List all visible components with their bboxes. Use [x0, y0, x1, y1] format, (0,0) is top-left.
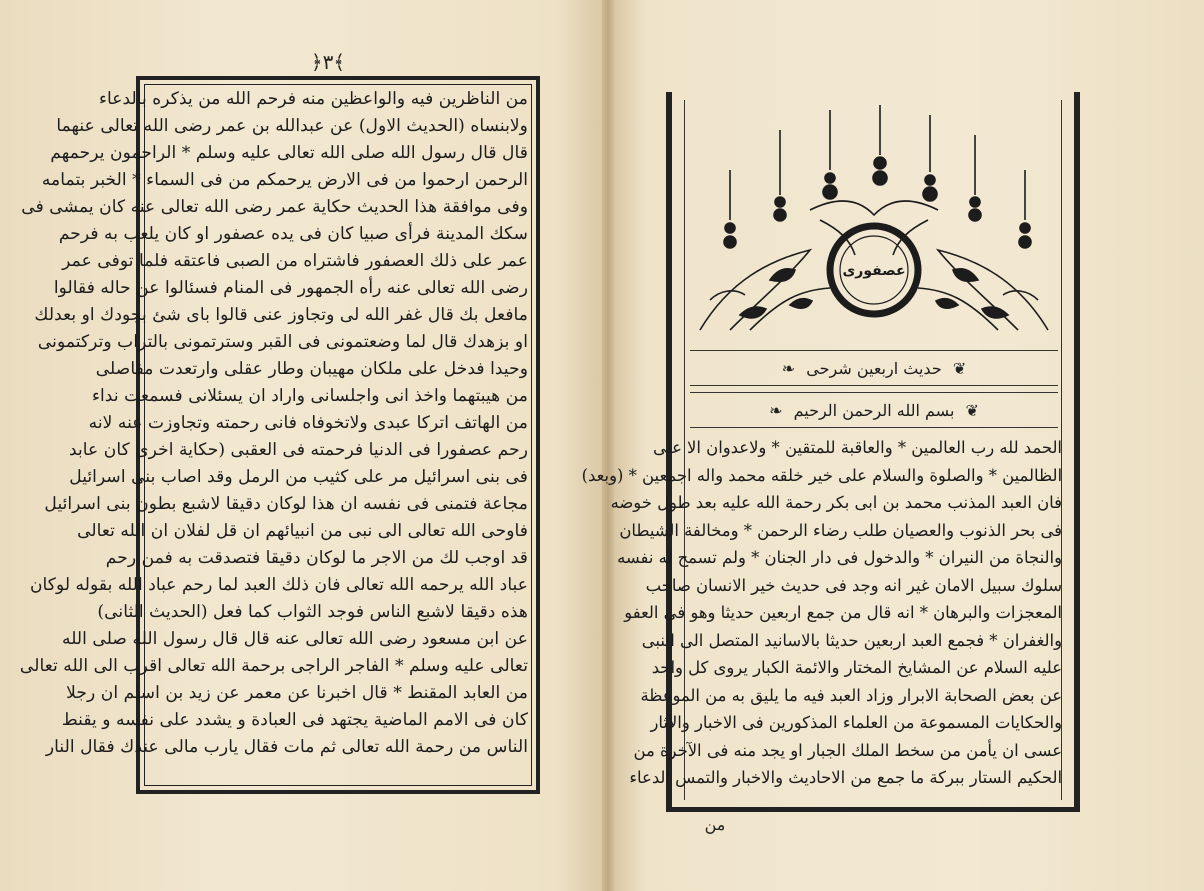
catchword: من — [704, 815, 726, 834]
scroll-ornament-icon: ❦ — [965, 401, 979, 420]
text-line: الحكيم الستار ببركة ما جمع من الاحاديث والاخبار والتمس الدعاء — [629, 768, 1062, 787]
text-line: قد اوجب لك من الاجر ما لوكان دقيقا فتصدقت به فمن رحم — [105, 548, 528, 568]
text-line: فى بحر الذنوب والعصيان طلب رضاء الرحمن * ومخالفة الشيطان — [619, 520, 1062, 540]
text-line: سكك المدينة فرأى صبيا كان فى يده عصفور او كان يلعب به فرحم — [58, 224, 528, 244]
basmala-heading — [690, 392, 1058, 428]
page-number: ﴿٣﴾ — [310, 50, 346, 74]
text-line: الناس من رحمة الله تعالى ثم مات فقال يارب مالى عندك فقال النار — [45, 737, 528, 757]
text-line: والحكايات المسموعة من العلماء المذكورين فى الاخبار والآثار — [650, 713, 1062, 732]
ornament-label: عصفورى — [842, 263, 906, 279]
floral-ornament — [690, 100, 1058, 340]
text-line: رضى الله تعالى عنه رأه الجمهور فى المنام فسئالوا عن حاله فقالوا — [53, 278, 528, 298]
scroll-ornament-icon: ❧ — [769, 401, 783, 420]
text-line: عليه السلام عن المشايخ المختار والائمة الكبار يروى كل واحد — [651, 658, 1062, 677]
text-line: الظالمين * والصلوة والسلام على خير خلقه محمد واله اجمعين * (وبعد) — [581, 465, 1062, 485]
text-line: ولابنساه (الحديث الاول) عن عبدالله بن عمر رضى الله تعالى عنهما — [56, 116, 528, 136]
scroll-ornament-icon: ❦ — [952, 359, 967, 378]
text-line: فان العبد المذنب محمد بن ابى بكر رحمة الله عليه بعد طول خوضه — [610, 493, 1062, 512]
text-line: فى بنى اسرائيل مر على كثيب من الرمل وقد اصاب بنى اسرائيل — [69, 467, 528, 487]
book-title — [690, 350, 1058, 386]
text-line: المعجزات والبرهان * انه قال من جمع اربعين حديثا وهو فى العفو — [624, 603, 1062, 622]
text-line: فاوحى الله تعالى الى نبى من انبيائهم ان قل لفلان ان الله تعالى — [77, 521, 528, 541]
text-line: عسى ان يأمن من سخط الملك الجبار او يجد منه فى الآخرة من — [633, 740, 1062, 760]
text-line: والغفران * فجمع العبد اربعين حديثا بالاسانيد المتصل الى النبى — [641, 630, 1062, 650]
left-text-block — [19, 86, 528, 786]
text-line: من الناظرين فيه والواعظين منه فرحم الله من يذكره بالدعاء — [98, 89, 528, 109]
text-line: عن ابن مسعود رضى الله تعالى عنه قال قال رسول الله صلى الله — [62, 629, 528, 649]
text-line: من الهاتف اتركا عبدى ولاتخوفاه فانى رحمته وتجاوزت عنه لانه — [88, 413, 528, 433]
basmala-text: بسم الله الرحمن الرحيم — [793, 401, 955, 420]
text-line: والنجاة من النيران * والدخول فى دار الجنان * ولم تسمح له نفسه — [617, 548, 1062, 567]
book-gutter — [602, 0, 614, 891]
text-line: تعالى عليه وسلم * الفاجر الراجى برحمة الله تعالى اقرب الى الله تعالى — [19, 656, 528, 676]
text-line: الحمد لله رب العالمين * والعاقبة للمتقين * ولاعدوان الا على — [652, 438, 1062, 457]
text-line: مافعل بك قال غفر الله لى وتجاوز عنى قالوا باى شئ بجودك او بعدلك — [34, 305, 528, 325]
book-title-text: حديث اربعين شرحى — [806, 359, 942, 378]
text-line: كان فى الامم الماضية يجتهد فى العبادة و يشدد على نفسه و يقنط — [61, 710, 528, 730]
text-line: من هيبتهما واخذ انى واجلسانى واراد ان يسئلانى فسمعت نداء — [91, 386, 528, 406]
text-line: وفى موافقة هذا الحديث حكاية عمر رضى الله تعالى عنه كان يمشى فى — [21, 197, 528, 217]
text-line: سلوك سبيل الامان غير انه وجد فى حديث خير الانسان صاحب — [645, 575, 1062, 595]
scroll-ornament-icon: ❧ — [781, 359, 796, 378]
text-line: وحيدا فدخل على ملكان مهيبان وطار عقلى وارتعدت مفاصلى — [95, 359, 528, 379]
text-line: عباد الله يرحمه الله تعالى فان ذلك العبد لما رحم عباد الله بقوله لوكان — [29, 575, 528, 595]
text-line: قال قال رسول الله صلى الله تعالى عليه وسلم * الراحمون يرحمهم — [50, 143, 528, 163]
text-line: او بزهدك قال لما وضعتمونى فى القبر وسترتمونى بالتراب وتركتمونى — [37, 332, 528, 352]
text-line: الرحمن ارحموا من فى الارض يرحمكم من فى السماء * الخبر بتمامه — [41, 170, 528, 190]
text-line: عمر على ذلك العصفور فاشتراه من الصبى فاعتقه فلما توفى عمر — [62, 251, 528, 271]
right-text-block — [581, 434, 1062, 804]
text-line: رحم عصفورا فى الدنيا فرحمته فى العقبى (حكاية اخرى كان عابد — [68, 440, 528, 460]
text-line: عن بعض الصحابة الابرار وزاد العبد فيه ما يليق به من الموعظة — [640, 685, 1062, 705]
text-line: هذه دقيقا لاشبع الناس فوجد الثواب كما فعل (الحديث الثانى) — [97, 602, 528, 622]
text-line: من العابد المقنط * قال اخبرنا عن معمر عن زيد بن اسلم ان رجلا — [66, 683, 528, 703]
text-line: مجاعة فتمنى فى نفسه ان هذا لوكان دقيقا لاشبع بطون بنى اسرائيل — [44, 494, 528, 514]
